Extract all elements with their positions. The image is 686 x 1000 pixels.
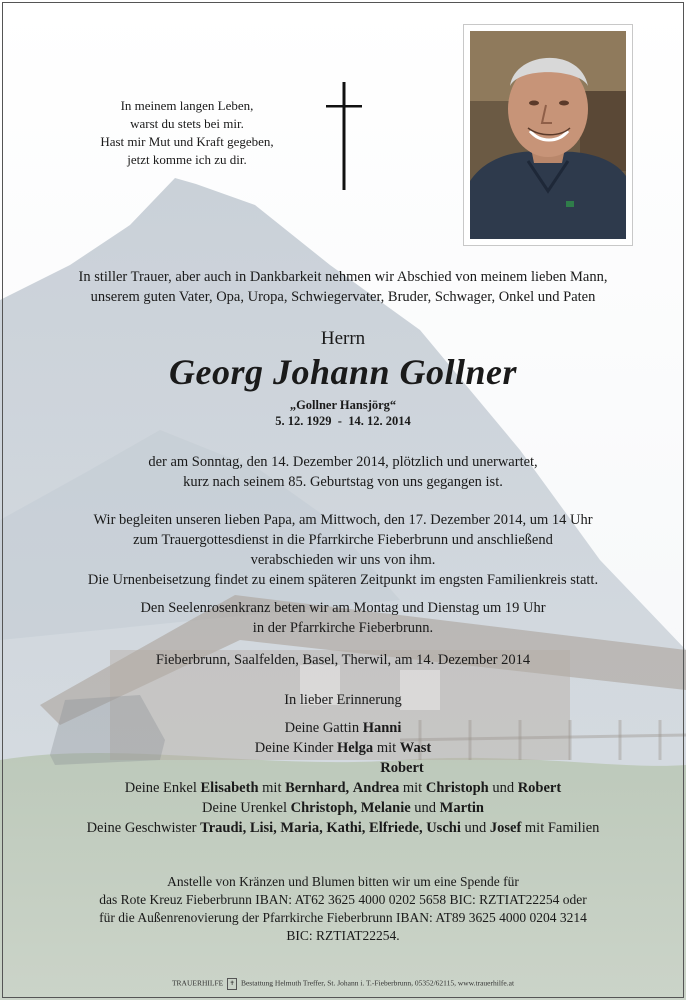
place-date: Fieberbrunn, Saalfelden, Basel, Therwil, am 14. Dezember 2014 [155,652,531,668]
donation-request [20,873,666,945]
intro-text [20,267,666,307]
footer [0,978,686,990]
cross-icon [324,82,364,190]
text-line: BIC: RZTIAT22254. [286,928,400,943]
mourner-wife: Deine Gattin Hanni [284,720,402,736]
text-line: Den Seelenrosenkranz beten wir am Montag und Dienstag um 19 Uhr [140,600,546,616]
mourner-grandchildren: Deine Enkel Elisabeth mit Bernhard, Andrea mit Christoph und Robert [124,780,562,796]
text-line: Anstelle von Kränzen und Blumen bitten wir um eine Spende für [167,874,519,889]
footer-text: Bestattung Helmuth Treffer, St. Johann i. T.-Fieberbrunn, 05352/62115, www.trauerhilfe.at [240,978,515,988]
text-line: zum Trauergottesdienst in die Pfarrkirche Fieberbrunn und anschließend [133,532,553,548]
text-line: Wir begleiten unseren lieben Papa, am Mittwoch, den 17. Dezember 2014, um 14 Uhr [93,512,593,528]
death-notice [20,452,666,492]
life-dates: 5. 12. 1929 - 14. 12. 2014 [275,414,411,428]
nickname: „Gollner Hansjörg“ [289,398,397,412]
mourner-great-grandchildren: Deine Urenkel Christoph, Melanie und Martin [202,800,484,816]
intro-line: In stiller Trauer, aber auch in Dankbarkeit nehmen wir Abschied von meinem lieben Mann, [78,269,608,285]
poem-line: jetzt komme ich zu dir. [127,152,247,167]
footer-brand: TRAUERHILFE [171,978,224,988]
mourner-children: Deine Kinder Helga mit Wast [254,740,432,756]
mourner-siblings: Deine Geschwister Traudi, Lisi, Maria, Kathi, Elfriede, Uschi und Josef mit Familien [86,820,600,836]
mourners-heading: In lieber Erinnerung [284,692,402,708]
text-line: der am Sonntag, den 14. Dezember 2014, plötzlich und unerwartet, [148,454,538,470]
text-line: Die Urnenbeisetzung findet zu einem späteren Zeitpunkt im engsten Familienkreis statt. [87,572,599,588]
text-line: in der Pfarrkirche Fieberbrunn. [252,620,434,636]
poem [62,97,312,169]
text-line: kurz nach seinem 85. Geburtstag von uns gegangen ist. [183,474,503,490]
portrait-frame [463,24,633,246]
poem-line: warst du stets bei mir. [130,116,244,131]
funeral-details [20,510,666,590]
text-line: verabschieden wir uns von ihm. [250,552,436,568]
rosary-details [20,598,666,638]
text-line: das Rote Kreuz Fieberbrunn IBAN: AT62 3625 4000 0202 5658 BIC: RZTIAT22254 oder [99,892,587,907]
poem-line: In meinem langen Leben, [120,98,254,113]
mourner-child2: Robert [380,760,424,776]
portrait-photo [470,31,626,239]
poem-line: Hast mir Mut und Kraft gegeben, [100,134,274,149]
text-line: für die Außenrenovierung der Pfarrkirche Fieberbrunn IBAN: AT89 3625 4000 0204 3214 [99,910,587,925]
nickname-dates [20,397,666,429]
mourners-list [20,690,666,838]
trauerhilfe-logo-icon: ✝ [227,978,237,990]
intro-line: unserem guten Vater, Opa, Uropa, Schwiegervater, Bruder, Schwager, Onkel und Paten [90,289,596,305]
salutation: Herrn [320,328,366,349]
deceased-name: Georg Johann Gollner [168,352,518,392]
